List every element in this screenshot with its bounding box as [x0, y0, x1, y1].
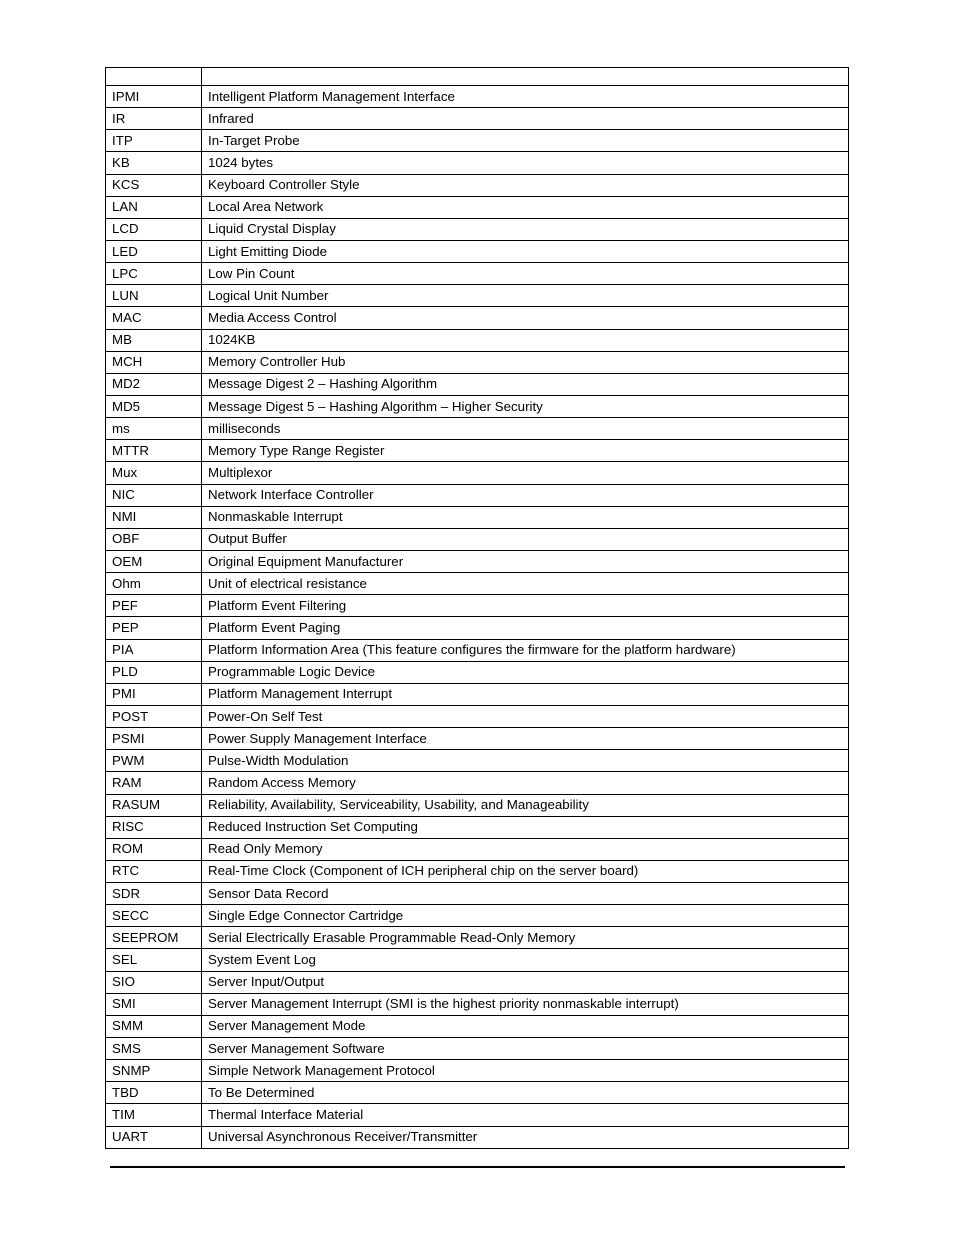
- table-row: [106, 484, 849, 506]
- acronym-cell: PEF: [106, 595, 202, 617]
- definition-cell: Liquid Crystal Display: [202, 218, 849, 240]
- definition-cell: Light Emitting Diode: [202, 240, 849, 262]
- table-row: [106, 794, 849, 816]
- table-row: [106, 573, 849, 595]
- table-row: [106, 1060, 849, 1082]
- acronym-cell: MB: [106, 329, 202, 351]
- definition-cell: Message Digest 5 – Hashing Algorithm – Higher Security: [202, 395, 849, 417]
- glossary-table: [105, 67, 849, 1149]
- definition-cell: Real-Time Clock (Component of ICH peripheral chip on the server board): [202, 860, 849, 882]
- acronym-cell: SEEPROM: [106, 927, 202, 949]
- definition-cell: Logical Unit Number: [202, 285, 849, 307]
- acronym-cell: ITP: [106, 130, 202, 152]
- definition-cell: Server Management Software: [202, 1038, 849, 1060]
- acronym-cell: RISC: [106, 816, 202, 838]
- table-row: [106, 750, 849, 772]
- acronym-cell: TBD: [106, 1082, 202, 1104]
- definition-cell: Power-On Self Test: [202, 705, 849, 727]
- table-row: [106, 240, 849, 262]
- definition-cell: Serial Electrically Erasable Programmable Read-Only Memory: [202, 927, 849, 949]
- table-row: [106, 816, 849, 838]
- table-row: [106, 86, 849, 108]
- definition-cell: Random Access Memory: [202, 772, 849, 794]
- definition-cell: Output Buffer: [202, 528, 849, 550]
- table-row: [106, 772, 849, 794]
- definition-cell: Intelligent Platform Management Interface: [202, 86, 849, 108]
- table-row: [106, 550, 849, 572]
- definition-cell: 1024KB: [202, 329, 849, 351]
- definition-cell: milliseconds: [202, 418, 849, 440]
- acronym-cell: SNMP: [106, 1060, 202, 1082]
- acronym-cell: PWM: [106, 750, 202, 772]
- acronym-cell: LAN: [106, 196, 202, 218]
- table-row: [106, 418, 849, 440]
- definition-cell: Platform Management Interrupt: [202, 683, 849, 705]
- table-row: [106, 617, 849, 639]
- acronym-cell: UART: [106, 1126, 202, 1148]
- table-row: [106, 395, 849, 417]
- acronym-cell: LPC: [106, 263, 202, 285]
- definition-cell: Network Interface Controller: [202, 484, 849, 506]
- definition-cell: Power Supply Management Interface: [202, 728, 849, 750]
- acronym-cell: Mux: [106, 462, 202, 484]
- acronym-cell: PEP: [106, 617, 202, 639]
- definition-cell: Multiplexor: [202, 462, 849, 484]
- definition-cell: Message Digest 2 – Hashing Algorithm: [202, 373, 849, 395]
- acronym-cell: SDR: [106, 883, 202, 905]
- table-row: [106, 1038, 849, 1060]
- acronym-cell: LUN: [106, 285, 202, 307]
- table-row: [106, 1126, 849, 1148]
- acronym-cell: RAM: [106, 772, 202, 794]
- definition-cell: Universal Asynchronous Receiver/Transmitter: [202, 1126, 849, 1148]
- acronym-cell: NMI: [106, 506, 202, 528]
- definition-cell: Reduced Instruction Set Computing: [202, 816, 849, 838]
- definition-cell: Keyboard Controller Style: [202, 174, 849, 196]
- table-row: [106, 927, 849, 949]
- acronym-cell: TIM: [106, 1104, 202, 1126]
- definition-cell: Nonmaskable Interrupt: [202, 506, 849, 528]
- table-row: [106, 883, 849, 905]
- acronym-cell: MD2: [106, 373, 202, 395]
- acronym-cell: RASUM: [106, 794, 202, 816]
- table-row: [106, 307, 849, 329]
- definition-cell: Platform Information Area (This feature configures the firmware for the platform hardware): [202, 639, 849, 661]
- acronym-cell: IR: [106, 108, 202, 130]
- acronym-cell: ms: [106, 418, 202, 440]
- definition-cell: Read Only Memory: [202, 838, 849, 860]
- table-row: [106, 705, 849, 727]
- definition-cell: Sensor Data Record: [202, 883, 849, 905]
- table-row: [106, 1082, 849, 1104]
- definition-cell: Single Edge Connector Cartridge: [202, 905, 849, 927]
- table-row: [106, 683, 849, 705]
- definition-cell: Memory Controller Hub: [202, 351, 849, 373]
- table-row: [106, 440, 849, 462]
- table-row: [106, 949, 849, 971]
- acronym-cell: SMS: [106, 1038, 202, 1060]
- acronym-cell: KCS: [106, 174, 202, 196]
- definition-cell: Programmable Logic Device: [202, 661, 849, 683]
- table-row: [106, 108, 849, 130]
- table-row: [106, 528, 849, 550]
- definition-cell: Pulse-Width Modulation: [202, 750, 849, 772]
- table-row: [106, 462, 849, 484]
- table-row: [106, 661, 849, 683]
- acronym-cell: SEL: [106, 949, 202, 971]
- acronym-cell: NIC: [106, 484, 202, 506]
- acronym-cell: Ohm: [106, 573, 202, 595]
- definition-cell: 1024 bytes: [202, 152, 849, 174]
- acronym-cell: SECC: [106, 905, 202, 927]
- table-header-row: [106, 68, 849, 86]
- definition-cell: Simple Network Management Protocol: [202, 1060, 849, 1082]
- table-row: [106, 639, 849, 661]
- acronym-cell: LCD: [106, 218, 202, 240]
- definition-cell: Platform Event Paging: [202, 617, 849, 639]
- definition-cell: In-Target Probe: [202, 130, 849, 152]
- definition-cell: Server Management Interrupt (SMI is the highest priority nonmaskable interrupt): [202, 993, 849, 1015]
- acronym-cell: SMM: [106, 1015, 202, 1037]
- acronym-cell: OEM: [106, 550, 202, 572]
- table-row: [106, 285, 849, 307]
- definition-cell: Original Equipment Manufacturer: [202, 550, 849, 572]
- definition-cell: Server Input/Output: [202, 971, 849, 993]
- table-row: [106, 196, 849, 218]
- table-row: [106, 728, 849, 750]
- table-row: [106, 506, 849, 528]
- acronym-cell: MCH: [106, 351, 202, 373]
- table-row: [106, 1015, 849, 1037]
- acronym-cell: PSMI: [106, 728, 202, 750]
- definition-cell: Platform Event Filtering: [202, 595, 849, 617]
- table-row: [106, 130, 849, 152]
- definition-cell: To Be Determined: [202, 1082, 849, 1104]
- acronym-cell: POST: [106, 705, 202, 727]
- acronym-cell: OBF: [106, 528, 202, 550]
- acronym-cell: LED: [106, 240, 202, 262]
- table-row: [106, 595, 849, 617]
- table-row: [106, 351, 849, 373]
- table-row: [106, 838, 849, 860]
- acronym-cell: PMI: [106, 683, 202, 705]
- acronym-cell: SIO: [106, 971, 202, 993]
- header-cell-definition: [202, 68, 849, 86]
- definition-cell: Low Pin Count: [202, 263, 849, 285]
- definition-cell: Thermal Interface Material: [202, 1104, 849, 1126]
- definition-cell: Reliability, Availability, Serviceability, Usability, and Manageability: [202, 794, 849, 816]
- table-row: [106, 993, 849, 1015]
- glossary-table-body: [106, 68, 849, 1149]
- definition-cell: Infrared: [202, 108, 849, 130]
- definition-cell: Local Area Network: [202, 196, 849, 218]
- table-row: [106, 263, 849, 285]
- acronym-cell: SMI: [106, 993, 202, 1015]
- acronym-cell: IPMI: [106, 86, 202, 108]
- definition-cell: Server Management Mode: [202, 1015, 849, 1037]
- acronym-cell: MTTR: [106, 440, 202, 462]
- footer-divider: [110, 1166, 845, 1168]
- definition-cell: Memory Type Range Register: [202, 440, 849, 462]
- acronym-cell: MAC: [106, 307, 202, 329]
- definition-cell: Unit of electrical resistance: [202, 573, 849, 595]
- table-row: [106, 373, 849, 395]
- header-cell-term: [106, 68, 202, 86]
- table-row: [106, 905, 849, 927]
- acronym-cell: PLD: [106, 661, 202, 683]
- acronym-cell: ROM: [106, 838, 202, 860]
- acronym-cell: PIA: [106, 639, 202, 661]
- acronym-cell: KB: [106, 152, 202, 174]
- acronym-cell: MD5: [106, 395, 202, 417]
- definition-cell: Media Access Control: [202, 307, 849, 329]
- acronym-cell: RTC: [106, 860, 202, 882]
- table-row: [106, 329, 849, 351]
- table-row: [106, 971, 849, 993]
- table-row: [106, 218, 849, 240]
- table-row: [106, 152, 849, 174]
- definition-cell: System Event Log: [202, 949, 849, 971]
- table-row: [106, 860, 849, 882]
- table-row: [106, 1104, 849, 1126]
- table-row: [106, 174, 849, 196]
